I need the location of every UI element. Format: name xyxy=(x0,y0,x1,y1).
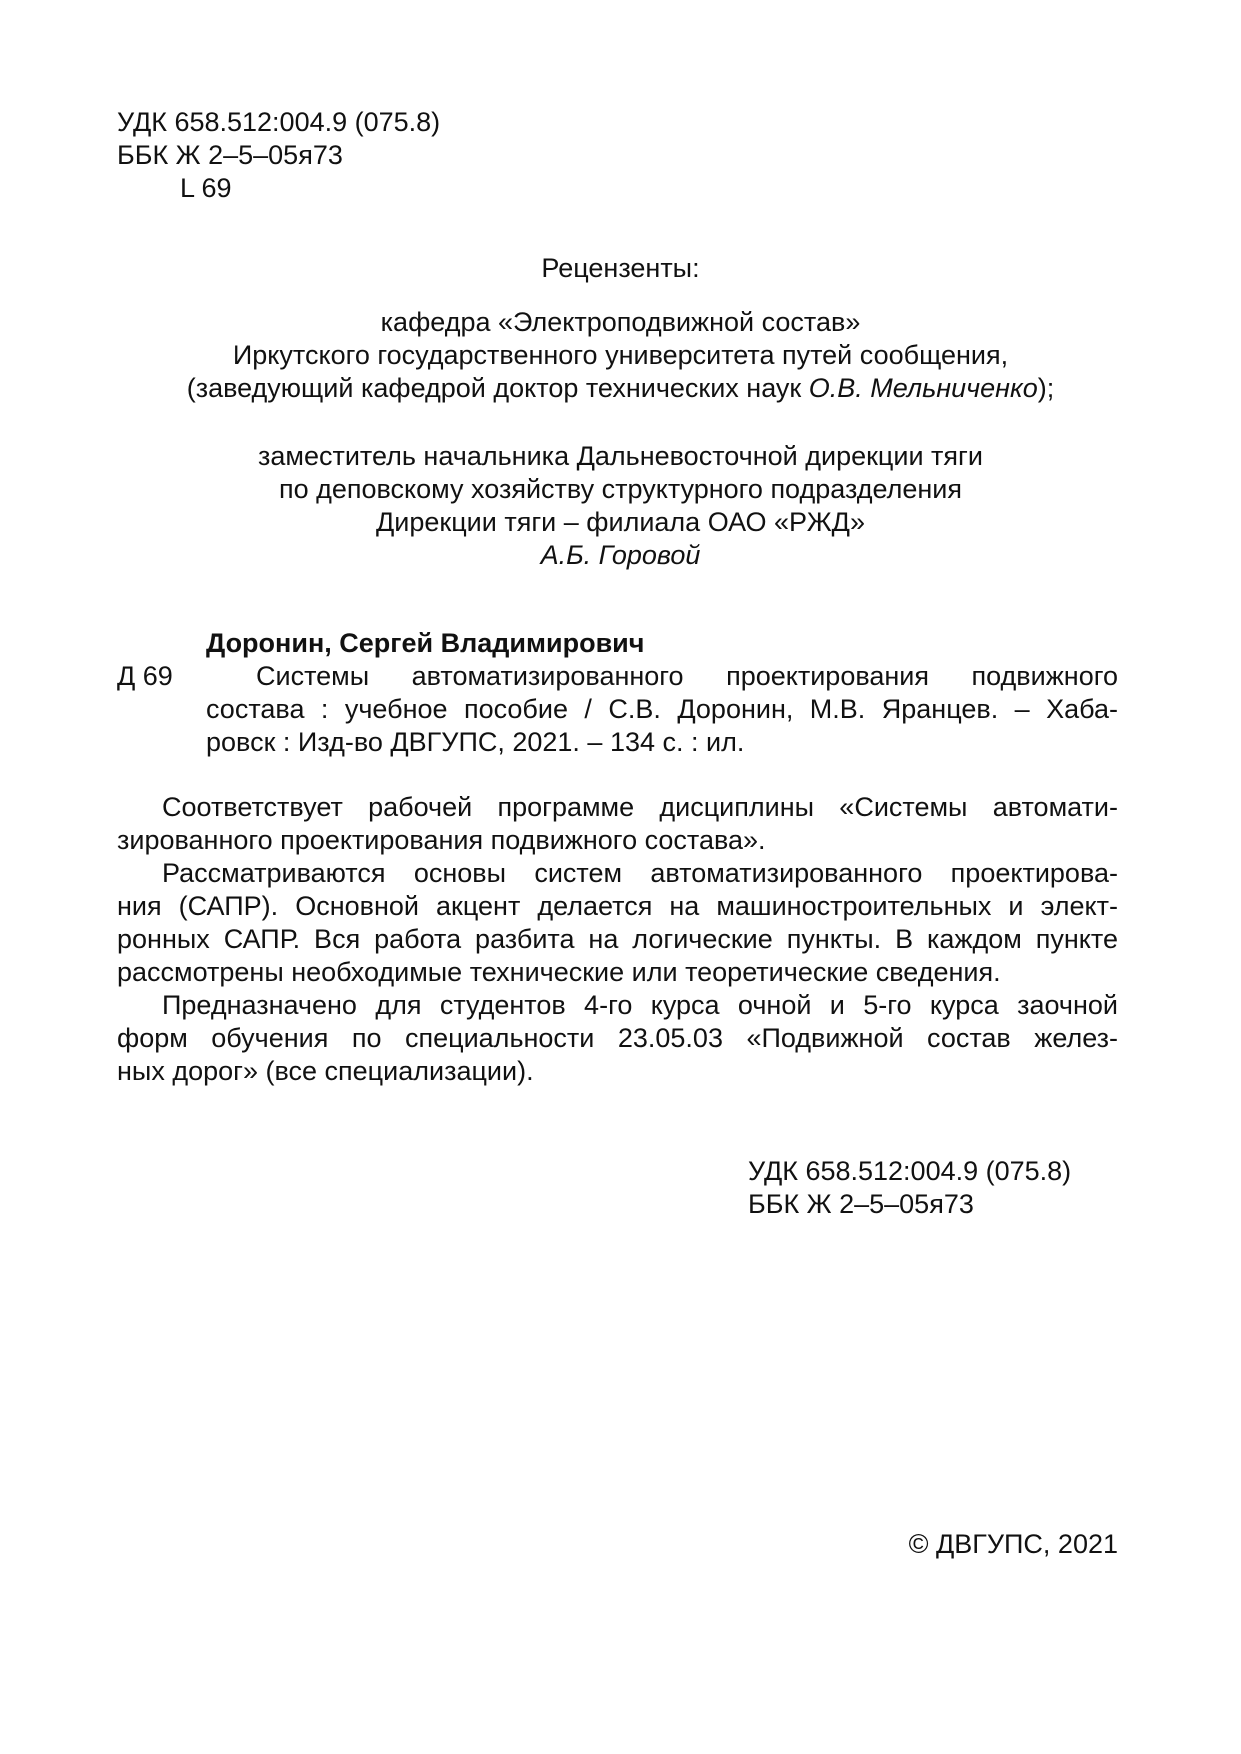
abstract-line: ных дорог» (все специализации). xyxy=(117,1056,534,1086)
reviewer-first-line2: Иркутского государственного университета путей сообщения, xyxy=(232,340,1009,370)
reviewer-first-name: О.В. Мельниченко xyxy=(808,373,1038,403)
abstract-line: Рассматриваются основы систем автоматизированного проектирова- xyxy=(162,858,1118,888)
abstract-line: Предназначено для студентов 4-го курса очной и 5-го курса заочной xyxy=(162,990,1118,1020)
bibliography-description xyxy=(206,660,1118,759)
reviewer-first-line3-after: ); xyxy=(1037,373,1055,403)
copyright xyxy=(909,1528,1118,1561)
udk-code: УДК 658.512:004.9 (075.8) xyxy=(117,107,441,137)
bottom-classification-codes xyxy=(748,1155,1071,1221)
bibliography-line3: ровск : Изд-во ДВГУПС, 2021. – 134 с. : ил. xyxy=(206,727,745,757)
abstract-line: зированного проектирования подвижного состава». xyxy=(117,825,766,855)
reviewer-second-line2: по деповскому хозяйству структурного подразделения xyxy=(278,474,963,504)
copyright-text: © ДВГУПС, 2021 xyxy=(908,1529,1118,1559)
bibliography-line2: состава : учебное пособие / С.В. Доронин, М.В. Яранцев. – Хаба- xyxy=(206,694,1118,724)
reviewer-second-line1: заместитель начальника Дальневосточной дирекции тяги xyxy=(258,441,983,471)
reviewers-block xyxy=(0,252,1241,285)
abstract-paragraph-1 xyxy=(117,791,1118,857)
bbk-code: ББК Ж 2–5–05я73 xyxy=(117,140,343,170)
reviewer-first-line3 xyxy=(0,372,1241,405)
bibliography-author: Доронин, Сергей Владимирович xyxy=(206,628,645,658)
abstract-line: ронных САПР. Вся работа разбита на логические пункты. В каждом пункте xyxy=(117,924,1118,954)
reviewer-second-line3: Дирекции тяги – филиала ОАО «РЖД» xyxy=(376,507,865,537)
reviewer-second-name: А.Б. Горовой xyxy=(540,540,701,570)
top-classification-codes xyxy=(117,106,440,205)
bbk-code-bottom: ББК Ж 2–5–05я73 xyxy=(748,1189,974,1219)
bibliography-code: Д 69 xyxy=(117,661,173,691)
reviewers-heading: Рецензенты: xyxy=(541,253,700,283)
abstract-block xyxy=(117,791,1118,1088)
abstract-line: Соответствует рабочей программе дисциплины «Системы автомати- xyxy=(162,792,1118,822)
abstract-paragraph-3 xyxy=(117,989,1118,1088)
reviewer-first xyxy=(0,306,1241,405)
reviewer-second xyxy=(0,440,1241,572)
author-mark: L 69 xyxy=(180,173,232,203)
reviewer-first-line3-before: (заведующий кафедрой доктор технических наук xyxy=(186,373,809,403)
bibliography-entry xyxy=(117,660,1118,759)
abstract-line: ния (САПР). Основной акцент делается на машиностроительных и элект- xyxy=(117,891,1118,921)
reviewer-first-line1: кафедра «Электроподвижной состав» xyxy=(380,307,861,337)
bibliography-line1: Системы автоматизированного проектирования подвижного xyxy=(256,661,1118,691)
udk-code-bottom: УДК 658.512:004.9 (075.8) xyxy=(748,1156,1072,1186)
abstract-line: рассмотрены необходимые технические или теоретические сведения. xyxy=(117,957,1001,987)
bibliography-block xyxy=(117,627,1118,759)
abstract-paragraph-2 xyxy=(117,857,1118,989)
abstract-line: форм обучения по специальности 23.05.03 «Подвижной состав желез- xyxy=(117,1023,1118,1053)
